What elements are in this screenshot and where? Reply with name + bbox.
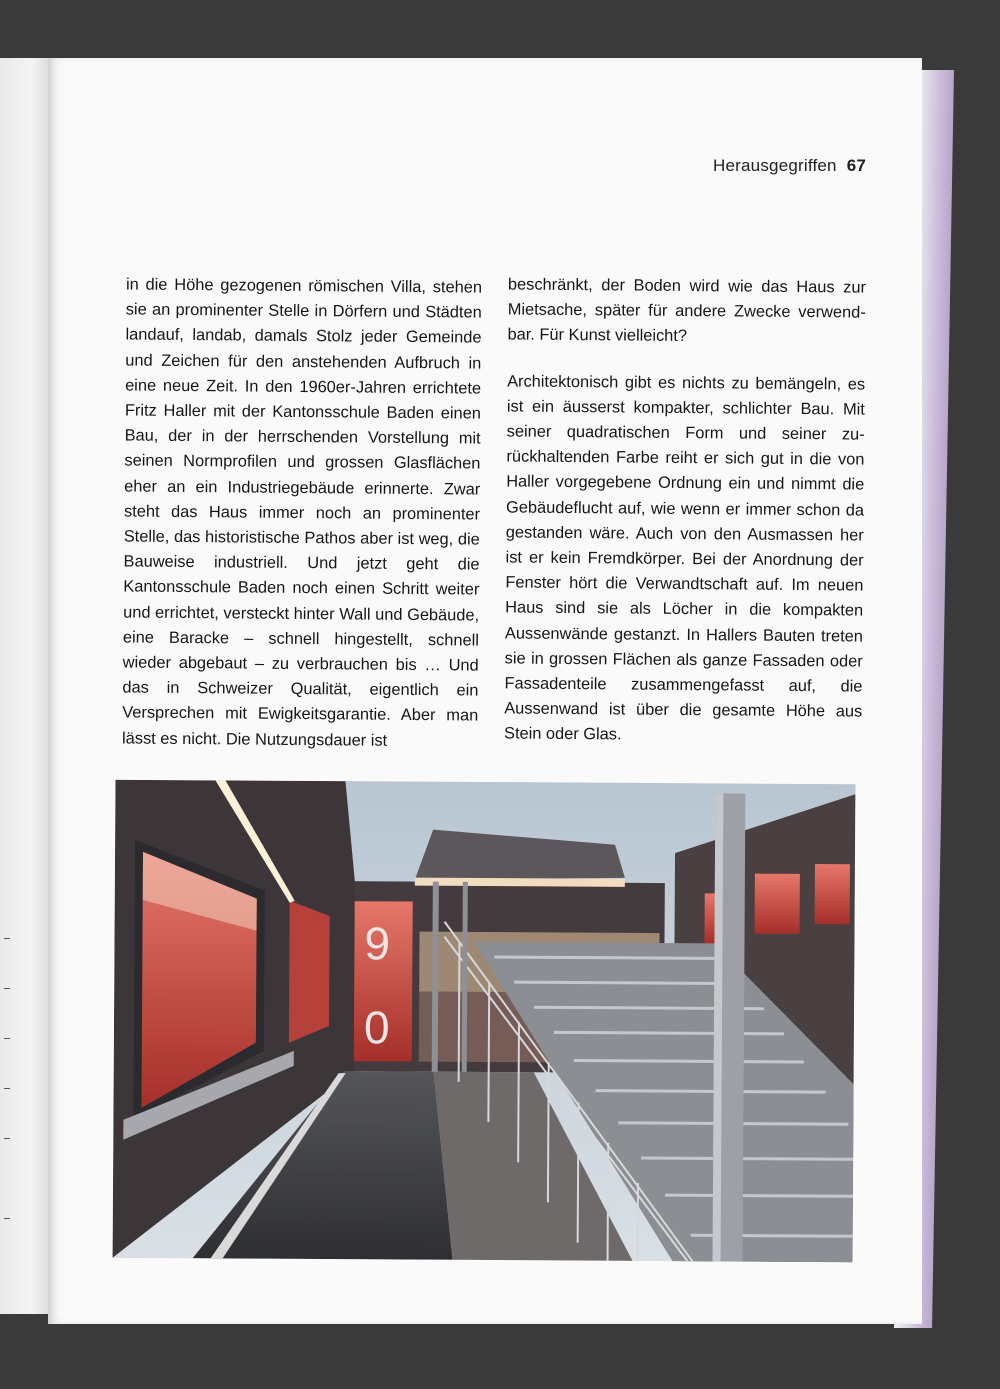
text-column-right bbox=[504, 272, 866, 750]
book-page bbox=[48, 58, 922, 1324]
building-photo bbox=[113, 780, 856, 1263]
running-header bbox=[713, 156, 866, 176]
page-number: 67 bbox=[846, 156, 866, 175]
text-column-left bbox=[122, 272, 482, 754]
body-paragraph: beschränkt, der Boden wird wie das Haus zur Mietsache, später für andere Zwecke verwendbar. Für Kunst vielleicht? bbox=[507, 275, 867, 346]
body-paragraph: Architektonisch gibt es nichts zu bemängeln, es ist ein äusserst kompakter, schlichter Bau. Mit seiner quadratischen Form und seiner zurückhaltenden Farbe reiht er sich gut in die von Haller vorgegebene Ordnung ein und nimmt die Gebäudeflucht auf, wie wenn er immer schon da gestanden wäre. Auch von den Ausmassen her ist er kein Fremdkörper. Bei der Anordnung der Fenster hört die Verwandtschaft auf. Im neuen Haus sind sie als Löcher in die kompakten Aussenwände gestanzt. In Hallers Bauten treten sie in grossen Flächen als ganze Fassaden oder Fassadenteile zusammengefasst auf, die Aussenwand ist über die gesamte Höhe aus Stein oder Glas. bbox=[503, 372, 866, 744]
facing-page-edge bbox=[0, 58, 52, 1314]
glass-numeral-0: 0 bbox=[363, 1001, 390, 1054]
glass-numeral-9: 9 bbox=[364, 917, 391, 970]
section-title: Herausgegriffen bbox=[713, 156, 837, 175]
body-paragraph: in die Höhe gezogenen römischen Villa, stehen sie an prominenter Stelle in Dörfern und Städten landauf, landab, damals Stolz jeder Gemeinde und Zeichen für den anstehenden Aufbruch in eine neue Zeit. In den 1960er-Jahren errichtete Fritz Haller mit der Kantonsschule Baden einen Bau, der in der herrschenden Vorstellung mit seinen Normprofilen und grossen Glasflächen eher an ein Industriegebäude erinnerte. Zwar steht das Haus immer noch an prominenter Stelle, das historistische Pathos aber ist weg, die Bauweise industriell. Und jetzt geht die Kantonsschule Baden noch einen Schritt weiter und errichtet, versteckt hinter Wall und Gebäude, eine Baracke – schnell hingestellt, schnell wieder abgebaut – zu verbrauchen bis … Und das in Schweizer Qualität, eigentlich ein Versprechen mit Ewigkeitsgarantie. Aber man lässt es nicht. Die Nutzungsdauer ist bbox=[121, 275, 483, 750]
